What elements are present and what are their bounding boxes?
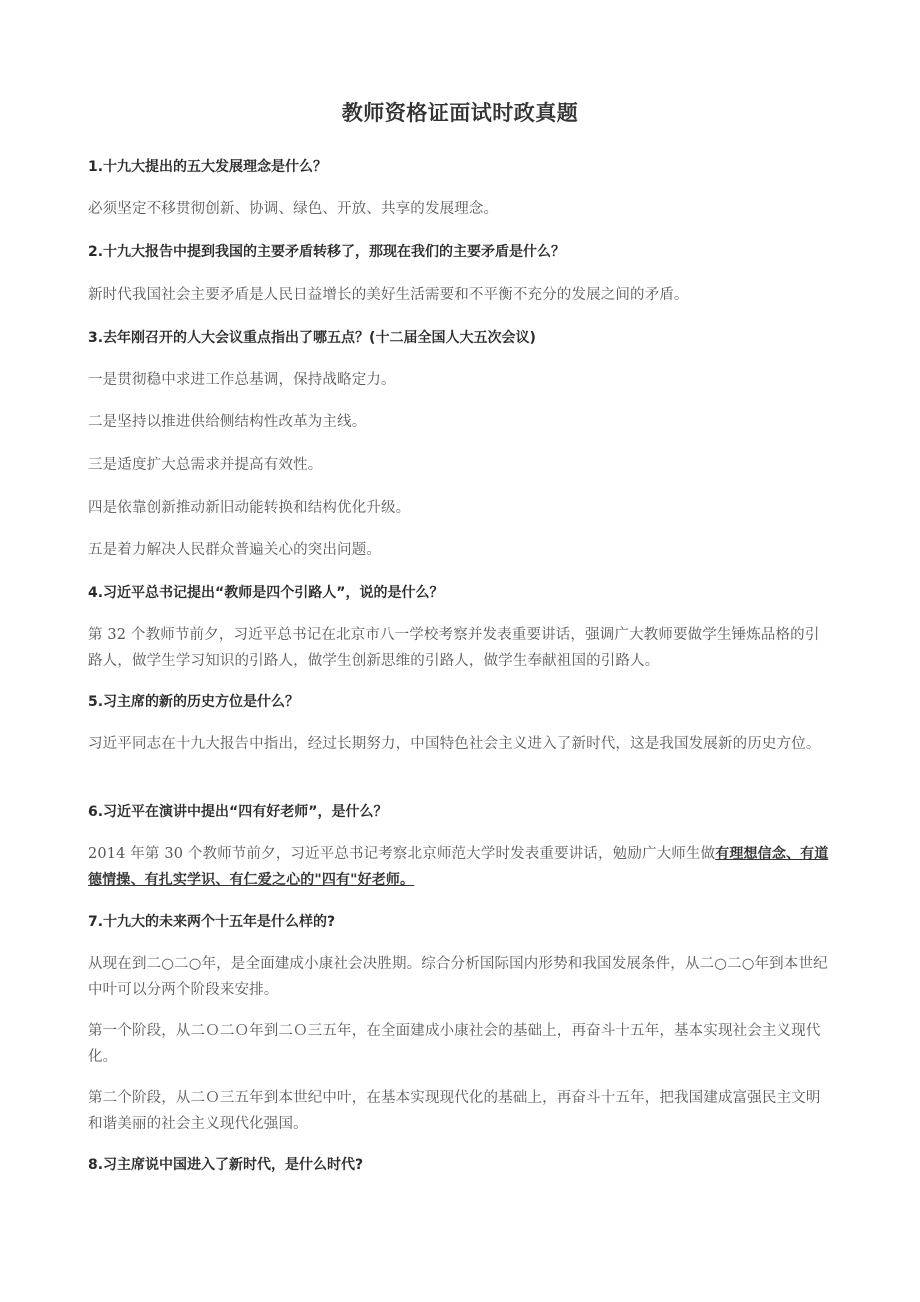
question-2: 2.十九大报告中提到我国的主要矛盾转移了，那现在我们的主要矛盾是什么？: [88, 244, 566, 260]
answer-7-paragraph-2: 第一个阶段，从二Ｏ二Ｏ年到二Ｏ三五年，在全面建成小康社会的基础上，再奋斗十五年，基本实现社会主义现代化。: [88, 1023, 821, 1065]
answer-3-point-3: 三是适度扩大总需求并提高有效性。: [88, 457, 323, 473]
answer-6: [88, 841, 830, 893]
answer-2: 新时代我国社会主要矛盾是人民日益增长的美好生活需要和不平衡不充分的发展之间的矛盾。: [88, 287, 689, 303]
answer-7-paragraph-1: 从现在到二○二○年，是全面建成小康社会决胜期。综合分析国际国内形势和我国发展条件，从二○二○年到本世纪中叶可以分两个阶段来安排。: [88, 956, 828, 998]
answer-3-point-5: 五是着力解决人民群众普遍关心的突出问题。: [88, 542, 381, 558]
answer-4: 第 32 个教师节前夕，习近平总书记在北京市八一学校考察并发表重要讲话，强调广大教师要做学生锤炼品格的引路人，做学生学习知识的引路人，做学生创新思维的引路人，做学生奉献祖国的引路人。: [88, 627, 820, 669]
answer-5: 习近平同志在十九大报告中指出，经过长期努力，中国特色社会主义进入了新时代，这是我国发展新的历史方位。: [88, 736, 821, 752]
question-8: 8.习主席说中国进入了新时代，是什么时代?: [88, 1157, 364, 1173]
answer-7-paragraph-3: 第二个阶段，从二Ｏ三五年到本世纪中叶，在基本实现现代化的基础上，再奋斗十五年，把我国建成富强民主文明和谐美丽的社会主义现代化强国。: [88, 1090, 821, 1132]
answer-6-text: 2014 年第 30 个教师节前夕，习近平总书记考察北京师范大学时发表重要讲话，勉励广大师生做: [88, 846, 716, 862]
question-6: 6.习近平在演讲中提出“四有好老师”，是什么？: [88, 804, 388, 820]
question-3: 3.去年刚召开的人大会议重点指出了哪五点？(十二届全国人大五次会议): [88, 330, 536, 346]
question-4: 4.习近平总书记提出“教师是四个引路人”，说的是什么？: [88, 585, 444, 601]
answer-1: 必须坚定不移贯彻创新、协调、绿色、开放、共享的发展理念。: [88, 201, 499, 217]
answer-3-point-2: 二是坚持以推进供给侧结构性改革为主线。: [88, 414, 367, 430]
question-1: 1.十九大提出的五大发展理念是什么？: [88, 159, 328, 175]
document-title: 教师资格证面试时政真题: [341, 101, 579, 125]
answer-3-point-1: 一是贯彻稳中求进工作总基调，保持战略定力。: [88, 372, 396, 388]
answer-6-emphasis: 有理想信念、有道德情操、有扎实学识、有仁爱之心的"四有"好老师。: [88, 846, 829, 888]
question-7: 7.十九大的未来两个十五年是什么样的?: [88, 914, 336, 930]
question-5: 5.习主席的新的历史方位是什么？: [88, 694, 300, 710]
answer-3-point-4: 四是依靠创新推动新旧动能转换和结构优化升级。: [88, 500, 411, 516]
